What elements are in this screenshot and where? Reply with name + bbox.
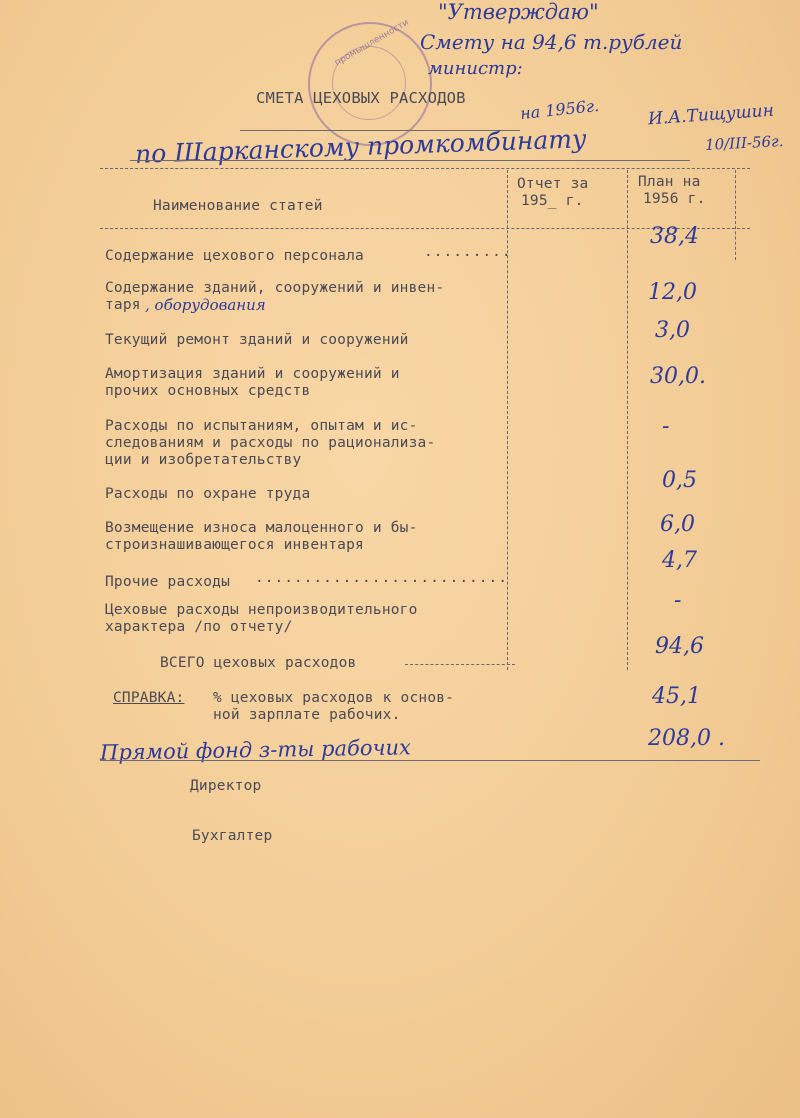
direct-wage-underline [100, 760, 760, 761]
column-header-plan-2: 1956 г. [643, 191, 706, 207]
column-divider-1 [507, 170, 508, 670]
column-header-name: Наименование статей [153, 198, 323, 214]
row-value: - [662, 414, 670, 439]
row-value: 12,0 [648, 280, 697, 305]
page-subtitle: по Шарканскому промкомбинату [134, 124, 587, 169]
table-row-label: Амортизация зданий и сооружений и [105, 366, 400, 382]
total-value: 94,6 [655, 634, 704, 659]
direct-wage-value: 208,0 . [648, 726, 725, 751]
table-row-label: Расходы по испытаниям, опытам и ис- [105, 418, 418, 434]
table-top-border [100, 168, 750, 169]
table-row-label: Возмещение износа малоценного и бы- [105, 520, 418, 536]
table-row-label: Текущий ремонт зданий и сооружений [105, 332, 409, 348]
total-label: ВСЕГО цеховых расходов [160, 655, 357, 671]
table-row-label-2: следованиям и расходы по рационализа- [105, 435, 436, 451]
row-value: 4,7 [662, 548, 697, 573]
table-row-label-2: прочих основных средств [105, 383, 311, 399]
approval-signature: И.А.Тищушин [647, 100, 775, 130]
leader-dots [405, 664, 515, 665]
reference-value: 45,1 [652, 684, 701, 709]
approval-minister: министр: [428, 58, 523, 79]
row-value: 30,0. [650, 364, 706, 389]
table-row-label-2: строизнашивающегося инвентаря [105, 537, 364, 553]
row-value: 6,0 [660, 512, 695, 537]
title-year: на 1956г. [519, 95, 600, 124]
reference-label: СПРАВКА: [113, 690, 185, 706]
row-value: 3,0 [655, 318, 690, 343]
column-header-plan-1: План на [638, 174, 701, 190]
table-row-label: Содержание цехового персонала [105, 248, 364, 264]
column-divider-2 [627, 170, 628, 670]
approval-date: 10/III-56г. [704, 131, 784, 155]
table-row-hand-addition: , оборудования [145, 296, 266, 314]
direct-wage-label: Прямой фонд з-ты рабочих [99, 735, 412, 765]
reference-text-1: % цеховых расходов к основ- [213, 690, 455, 706]
leader-dots: ········· [424, 248, 512, 264]
column-divider-3 [735, 170, 736, 260]
column-header-report-1: Отчет за [517, 176, 589, 192]
table-row-label: Содержание зданий, сооружений и инвен- [105, 280, 445, 296]
director-signature: Директор [190, 778, 262, 794]
table-row-label-3: ции и изобретательству [105, 452, 302, 468]
leader-dots: ·························· [255, 574, 508, 590]
row-value: 0,5 [662, 468, 697, 493]
approval-word: "Утверждаю" [438, 0, 599, 24]
reference-text-2: ной зарплате рабочих. [213, 707, 401, 723]
table-row-label: Прочие расходы [105, 574, 231, 590]
accountant-signature: Бухгалтер [192, 828, 273, 844]
approval-amount: Смету на 94,6 т.рублей [420, 30, 683, 54]
table-row-label: Расходы по охране труда [105, 486, 311, 502]
stamp-text: промышленности [333, 17, 411, 69]
table-row-label-2: характера /по отчету/ [105, 619, 293, 635]
page-title: СМЕТА ЦЕХОВЫХ РАСХОДОВ [256, 89, 466, 107]
table-row-label-2: таря [105, 297, 141, 313]
table-row-label: Цеховые расходы непроизводительного [105, 602, 418, 618]
row-value: - [674, 588, 682, 613]
row-value: 38,4 [650, 224, 699, 249]
column-header-report-2: 195_ г. [521, 193, 584, 209]
subtitle-underline [130, 160, 690, 161]
